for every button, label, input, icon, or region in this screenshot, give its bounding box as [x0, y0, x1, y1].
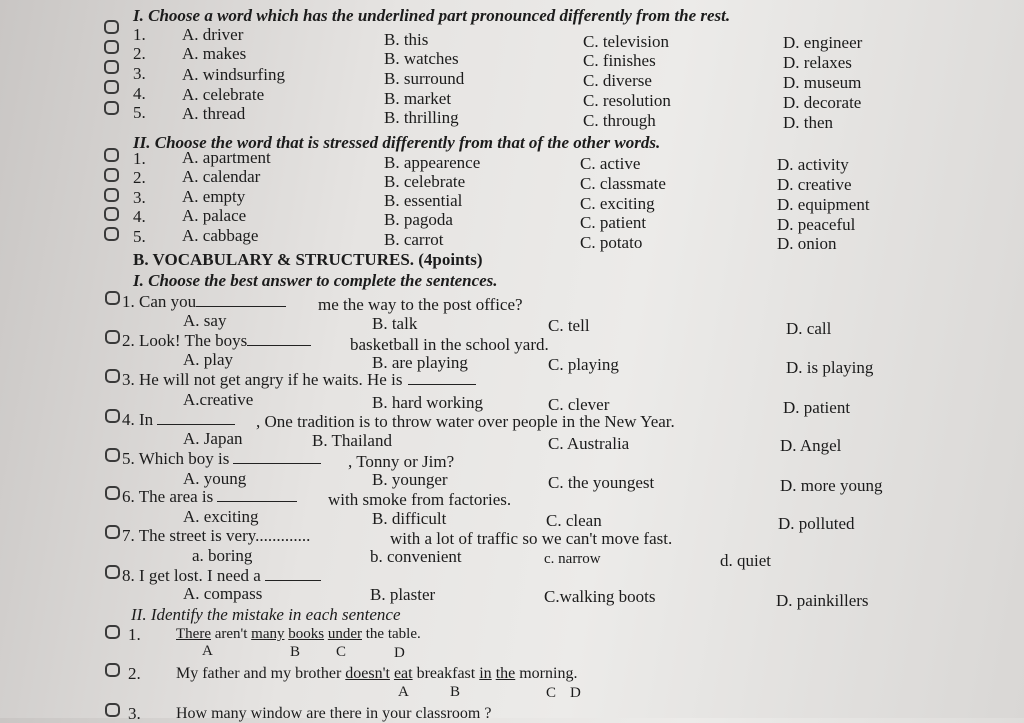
part2-heading: II. Choose the word that is stressed differently from that of the other words.: [133, 133, 661, 152]
option-a: A.creative: [183, 390, 254, 409]
letter-a: A: [202, 643, 213, 659]
section-b-subheading: I. Choose the best answer to complete the sentences.: [133, 271, 498, 290]
item-number: 4.: [133, 84, 146, 103]
option-b: B. younger: [372, 470, 448, 489]
item-number: 2.: [133, 168, 146, 187]
option-a: A. young: [183, 469, 247, 488]
mistake-sentence: My father and my brother doesn't eat breakfast in the morning.: [176, 665, 578, 682]
answer-box-b-1[interactable]: [105, 291, 120, 305]
option-d: D. polluted: [778, 514, 855, 533]
option-a: A. apartment: [182, 148, 271, 167]
mistake-sentence: There aren't many books under the table.: [176, 626, 421, 642]
option-d: D. onion: [777, 234, 837, 253]
option-c: C. clever: [548, 395, 610, 414]
option-d: D. then: [783, 113, 834, 132]
option-c: C. television: [583, 32, 669, 51]
question-text: 1. Can you: [122, 292, 286, 311]
option-a: A. windsurfing: [182, 65, 285, 84]
option-c: c. narrow: [544, 551, 601, 567]
item-number: 5.: [133, 103, 146, 122]
option-c: C. resolution: [583, 91, 671, 110]
answer-box-b-4[interactable]: [105, 409, 120, 423]
option-a: A. driver: [182, 25, 244, 44]
answer-box-m-1[interactable]: [105, 625, 120, 639]
letter-b: B: [450, 684, 461, 700]
option-b: B. watches: [384, 49, 459, 68]
option-a: A. palace: [182, 206, 247, 225]
answer-box-p1-5[interactable]: [104, 101, 119, 115]
answer-box-m-2[interactable]: [105, 663, 120, 677]
option-d: D. museum: [783, 73, 862, 92]
question-text-cont: with smoke from factories.: [328, 490, 512, 509]
question-text: 8. I get lost. I need a: [122, 566, 321, 585]
letter-a: A: [398, 684, 409, 700]
item-number: 2.: [133, 44, 146, 63]
answer-box-p2-1[interactable]: [104, 148, 119, 162]
option-c: C. exciting: [580, 194, 655, 213]
question-text-cont: basketball in the school yard.: [350, 335, 549, 354]
option-b: B. celebrate: [384, 172, 466, 191]
item-number: 4.: [133, 207, 146, 226]
question-text: 2. Look! The boys: [122, 331, 311, 350]
option-b: B. appearence: [384, 153, 481, 172]
option-d: D. engineer: [783, 33, 863, 52]
option-b: B. market: [384, 89, 452, 108]
question-text: 7. The street is very.............: [122, 526, 311, 545]
option-b: B. are playing: [372, 353, 468, 372]
answer-box-m-3[interactable]: [105, 703, 120, 717]
option-b: B. pagoda: [384, 210, 453, 229]
option-c: C. potato: [580, 233, 643, 252]
option-b: B. hard working: [372, 393, 483, 412]
option-b: B. difficult: [372, 509, 447, 528]
letter-d: D: [570, 685, 581, 701]
question-text-cont: with a lot of traffic so we can't move fast.: [390, 529, 673, 548]
option-a: A. play: [183, 350, 234, 369]
option-c: C. patient: [580, 213, 647, 232]
option-a: A. cabbage: [182, 226, 259, 245]
item-number: 3.: [128, 704, 141, 723]
answer-box-b-3[interactable]: [105, 369, 120, 383]
option-a: A. say: [183, 311, 227, 330]
option-c: C. Australia: [548, 434, 630, 453]
question-text-cont: , Tonny or Jim?: [348, 452, 455, 471]
question-text-cont: me the way to the post office?: [318, 295, 523, 314]
option-c: C. finishes: [583, 51, 656, 70]
question-text: 4. In: [122, 410, 235, 429]
option-c: C. playing: [548, 355, 619, 374]
option-a: A. Japan: [183, 429, 243, 448]
letter-b: B: [290, 644, 301, 660]
option-c: C. the youngest: [548, 473, 655, 492]
option-c: C. classmate: [580, 174, 666, 193]
option-d: D. call: [786, 319, 832, 338]
item-number: 3.: [133, 64, 146, 83]
answer-box-p1-3[interactable]: [104, 60, 119, 74]
question-text-cont: , One tradition is to throw water over people in the New Year.: [256, 412, 675, 431]
option-b: B. carrot: [384, 230, 444, 249]
item-number: 1.: [133, 149, 146, 168]
question-text: 6. The area is: [122, 487, 297, 506]
option-d: D. Angel: [780, 436, 842, 455]
option-c: C. clean: [546, 511, 602, 530]
answer-box-p1-2[interactable]: [104, 40, 119, 54]
option-b: B. thrilling: [384, 108, 459, 127]
option-c: C. diverse: [583, 71, 652, 90]
option-c: C. through: [583, 111, 656, 130]
answer-box-b-6[interactable]: [105, 486, 120, 500]
option-c: C. active: [580, 154, 641, 173]
letter-c: C: [336, 644, 347, 660]
option-d: D. patient: [783, 398, 851, 417]
option-c: C.walking boots: [544, 587, 656, 606]
option-d: D. more young: [780, 476, 883, 495]
option-d: D. creative: [777, 175, 852, 194]
item-number: 1.: [133, 25, 146, 44]
section-b-title: B. VOCABULARY & STRUCTURES. (4points): [133, 250, 483, 269]
item-number: 5.: [133, 227, 146, 246]
option-a: A. exciting: [183, 507, 259, 526]
answer-box-b-8[interactable]: [105, 565, 120, 579]
option-a: A. calendar: [182, 167, 261, 186]
option-d: D. peaceful: [777, 215, 856, 234]
letter-c: C: [546, 685, 557, 701]
option-b: b. convenient: [370, 547, 462, 566]
answer-box-p1-4[interactable]: [104, 80, 119, 94]
option-d: D. activity: [777, 155, 849, 174]
option-d: d. quiet: [720, 551, 771, 570]
part1-heading: I. Choose a word which has the underlined part pronounced differently from the rest.: [133, 6, 731, 25]
option-a: A. empty: [182, 187, 246, 206]
answer-box-b-5[interactable]: [105, 448, 120, 462]
option-a: A. thread: [182, 104, 246, 123]
option-a: A. compass: [183, 584, 263, 603]
option-b: B. surround: [384, 69, 465, 88]
option-d: D. decorate: [783, 93, 862, 112]
answer-box-p2-3[interactable]: [104, 188, 119, 202]
option-b: B. essential: [384, 191, 463, 210]
option-b: B. Thailand: [312, 431, 392, 450]
option-c: C. tell: [548, 316, 590, 335]
option-d: D. equipment: [777, 195, 870, 214]
option-a: a. boring: [192, 546, 253, 565]
answer-box-b-2[interactable]: [105, 330, 120, 344]
question-text: 5. Which boy is: [122, 449, 321, 468]
option-b: B. this: [384, 30, 429, 49]
option-d: D. is playing: [786, 358, 874, 377]
letter-d: D: [394, 645, 405, 661]
answer-box-b-7[interactable]: [105, 525, 120, 539]
answer-box-p1-1[interactable]: [104, 20, 119, 34]
item-number: 2.: [128, 664, 141, 683]
option-b: B. plaster: [370, 585, 436, 604]
mistake-sentence: How many window are there in your classroom ?: [176, 705, 492, 722]
option-a: A. celebrate: [182, 85, 265, 104]
answer-box-p2-5[interactable]: [104, 227, 119, 241]
option-b: B. talk: [372, 314, 418, 333]
option-d: D. painkillers: [776, 591, 869, 610]
option-a: A. makes: [182, 44, 247, 63]
answer-box-p2-2[interactable]: [104, 168, 119, 182]
question-text: 3. He will not get angry if he waits. He is: [122, 370, 476, 389]
item-number: 3.: [133, 188, 146, 207]
answer-box-p2-4[interactable]: [104, 207, 119, 221]
option-d: D. relaxes: [783, 53, 852, 72]
mistake-subheading: II. Identify the mistake in each sentence: [131, 605, 401, 624]
item-number: 1.: [128, 625, 141, 644]
